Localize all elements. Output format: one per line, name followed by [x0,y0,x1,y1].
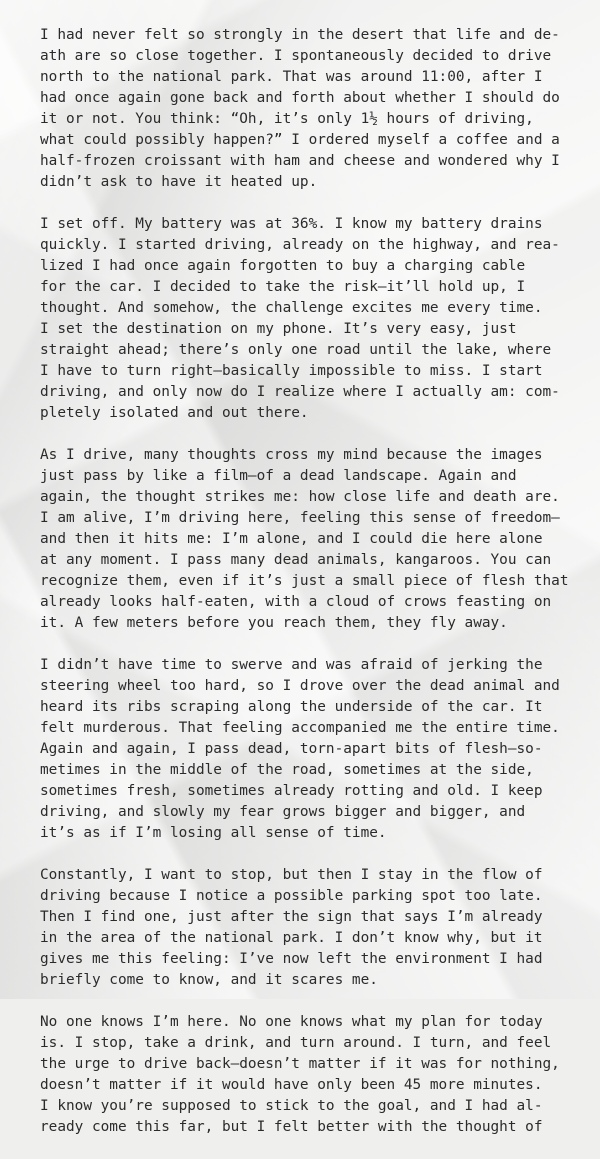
text-line: quickly. I started driving, already on the highway, and rea- [40,237,560,253]
text-line: briefly come to know, and it scares me. [40,972,378,988]
text-line: driving because I notice a possible parking spot too late. [40,888,543,904]
text-line: I have to turn right—basically impossible to miss. I start [40,363,543,379]
text-line: Again and again, I pass dead, torn-apart bits of flesh—so- [40,741,543,757]
text-line: it. A few meters before you reach them, they fly away. [40,615,508,631]
text-line: Then I find one, just after the sign that says I’m already [40,909,543,925]
text-line: No one knows I’m here. No one knows what my plan for today [40,1014,543,1030]
text-line: lized I had once again forgotten to buy a charging cable [40,258,526,274]
text-line: steering wheel too hard, so I drove over the dead animal and [40,678,560,694]
text-line: what could possibly happen?” I ordered myself a coffee and a [40,132,560,148]
text-line: heard its ribs scraping along the underside of the car. It [40,699,543,715]
text-line: I set the destination on my phone. It’s very easy, just [40,321,517,337]
text-line: felt murderous. That feeling accompanied me the entire time. [40,720,560,736]
text-line: I know you’re supposed to stick to the goal, and I had al- [40,1098,543,1114]
text-line: driving, and slowly my fear grows bigger and bigger, and [40,804,526,820]
paragraph-2 [40,214,564,424]
text-line: it or not. You think: “Oh, it’s only 1½ hours of driving, [40,111,534,127]
text-line: is. I stop, take a drink, and turn around. I turn, and feel [40,1035,552,1051]
text-line: and then it hits me: I’m alone, and I could die here alone [40,531,543,547]
text-line: I set off. My battery was at 36%. I know my battery drains [40,216,543,232]
text-line: half-frozen croissant with ham and cheese and wondered why I [40,153,560,169]
paragraph-5 [40,865,564,991]
text-line: Constantly, I want to stop, but then I stay in the flow of [40,867,543,883]
text-line: doesn’t matter if it would have only been 45 more minutes. [40,1077,543,1093]
text-line: As I drive, many thoughts cross my mind because the images [40,447,543,463]
text-line: north to the national park. That was around 11:00, after I [40,69,543,85]
text-line: just pass by like a film—of a dead landscape. Again and [40,468,517,484]
document-body [40,25,569,1159]
text-line: ready come this far, but I felt better with the thought of [40,1119,543,1135]
text-line: I didn’t have time to swerve and was afraid of jerking the [40,657,543,673]
text-line: at any moment. I pass many dead animals, kangaroos. You can [40,552,552,568]
text-line: the urge to drive back—doesn’t matter if it was for nothing, [40,1056,560,1072]
paragraph-1 [40,25,564,193]
text-line: I had never felt so strongly in the desert that life and de- [40,27,560,43]
text-line: for the car. I decided to take the risk—it’ll hold up, I [40,279,526,295]
text-line: already looks half-eaten, with a cloud of crows feasting on [40,594,552,610]
text-line: sometimes fresh, sometimes already rotting and old. I keep [40,783,543,799]
text-line: in the area of the national park. I don’t know why, but it [40,930,543,946]
text-line: pletely isolated and out there. [40,405,309,421]
text-line: again, the thought strikes me: how close life and death are. [40,489,560,505]
paragraph-4 [40,655,564,844]
paragraph-3 [40,445,569,634]
text-line: I am alive, I’m driving here, feeling this sense of freedom— [40,510,560,526]
text-line: straight ahead; there’s only one road until the lake, where [40,342,552,358]
text-line: didn’t ask to have it heated up. [40,174,318,190]
text-line: driving, and only now do I realize where I actually am: com- [40,384,560,400]
text-line: thought. And somehow, the challenge excites me every time. [40,300,543,316]
text-line: gives me this feeling: I’ve now left the environment I had [40,951,543,967]
text-line: metimes in the middle of the road, sometimes at the side, [40,762,534,778]
text-line: had once again gone back and forth about whether I should do [40,90,560,106]
text-line: ath are so close together. I spontaneously decided to drive [40,48,552,64]
text-line: it’s as if I’m losing all sense of time. [40,825,387,841]
text-line: recognize them, even if it’s just a small piece of flesh that [40,573,569,589]
paragraph-6 [40,1012,564,1138]
